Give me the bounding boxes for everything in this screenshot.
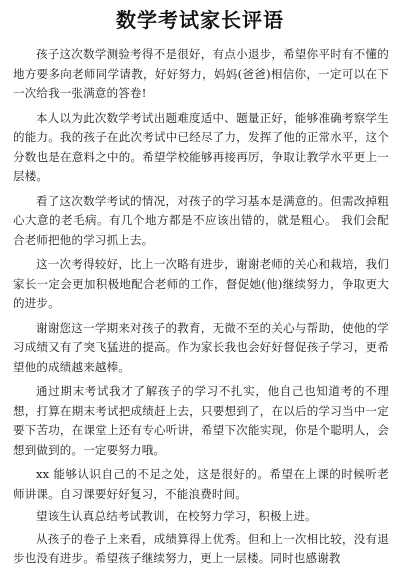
paragraph-1: 孩子这次数学测验考得不是很好，有点小退步，希望你平时有不懂的地方要多向老师同学请教，好好努力，妈妈(爸爸)相信你，一定可以在下一次给我一张满意的答卷! <box>13 47 389 100</box>
paragraph-2: 本人以为此次数学考试出题难度适中、题量正好，能够准确考察学生的能力。我的孩子在此次考试中已经尽了力，发挥了他的正常水平，这个分数也是在意料之中的。希望学校能够再接再厉，争取让教学水平更上一层楼。 <box>13 110 389 183</box>
paragraph-7: xx 能够认识自己的不足之处，这是很好的。希望在上课的时候听老师讲课。自习课要好好复习，不能浪费时间。 <box>13 467 389 501</box>
paragraph-6: 通过期末考试我才了解孩子的学习不扎实，他自己也知道考的不理想，打算在期末考试把成绩赶上去，只要想到了，在以后的学习当中一定要下苦功，在课堂上还有专心听讲，希望下次能实现，你是个聪明人，会想到做到的。一定要努力哦。 <box>13 384 389 457</box>
paragraph-8: 望该生认真总结考试教训，在校努力学习，积极上进。 <box>36 509 317 523</box>
paragraph-3: 看了这次数学考试的情况，对孩子的学习基本是满意的。但需改掉粗心大意的老毛病。有几个地方都是不应该出错的，就是粗心。 我们会配合老师把他的学习抓上去。 <box>13 193 389 247</box>
document-body <box>13 45 389 574</box>
paragraph-9: 从孩子的卷子上来看，成绩算得上优秀。但和上一次相比较，没有退步也没有进步。希望孩子继续努力，更上一层楼。同时也感谢教 <box>13 531 389 565</box>
paragraph-4: 这一次考得较好，比上一次略有进步，谢谢老师的关心和栽培，我们家长一定会更加积极地配合老师的工作，督促她(他)继续努力，争取更大的进步。 <box>13 257 389 310</box>
paragraph-5: 谢谢您这一学期来对孩子的教育，无微不至的关心与帮助，使他的学习成绩又有了突飞猛进的提高。作为家长我也会好好督促孩子学习，更希望他的成绩越来越棒。 <box>13 320 389 374</box>
document-title: 数学考试家长评语 <box>116 8 284 32</box>
